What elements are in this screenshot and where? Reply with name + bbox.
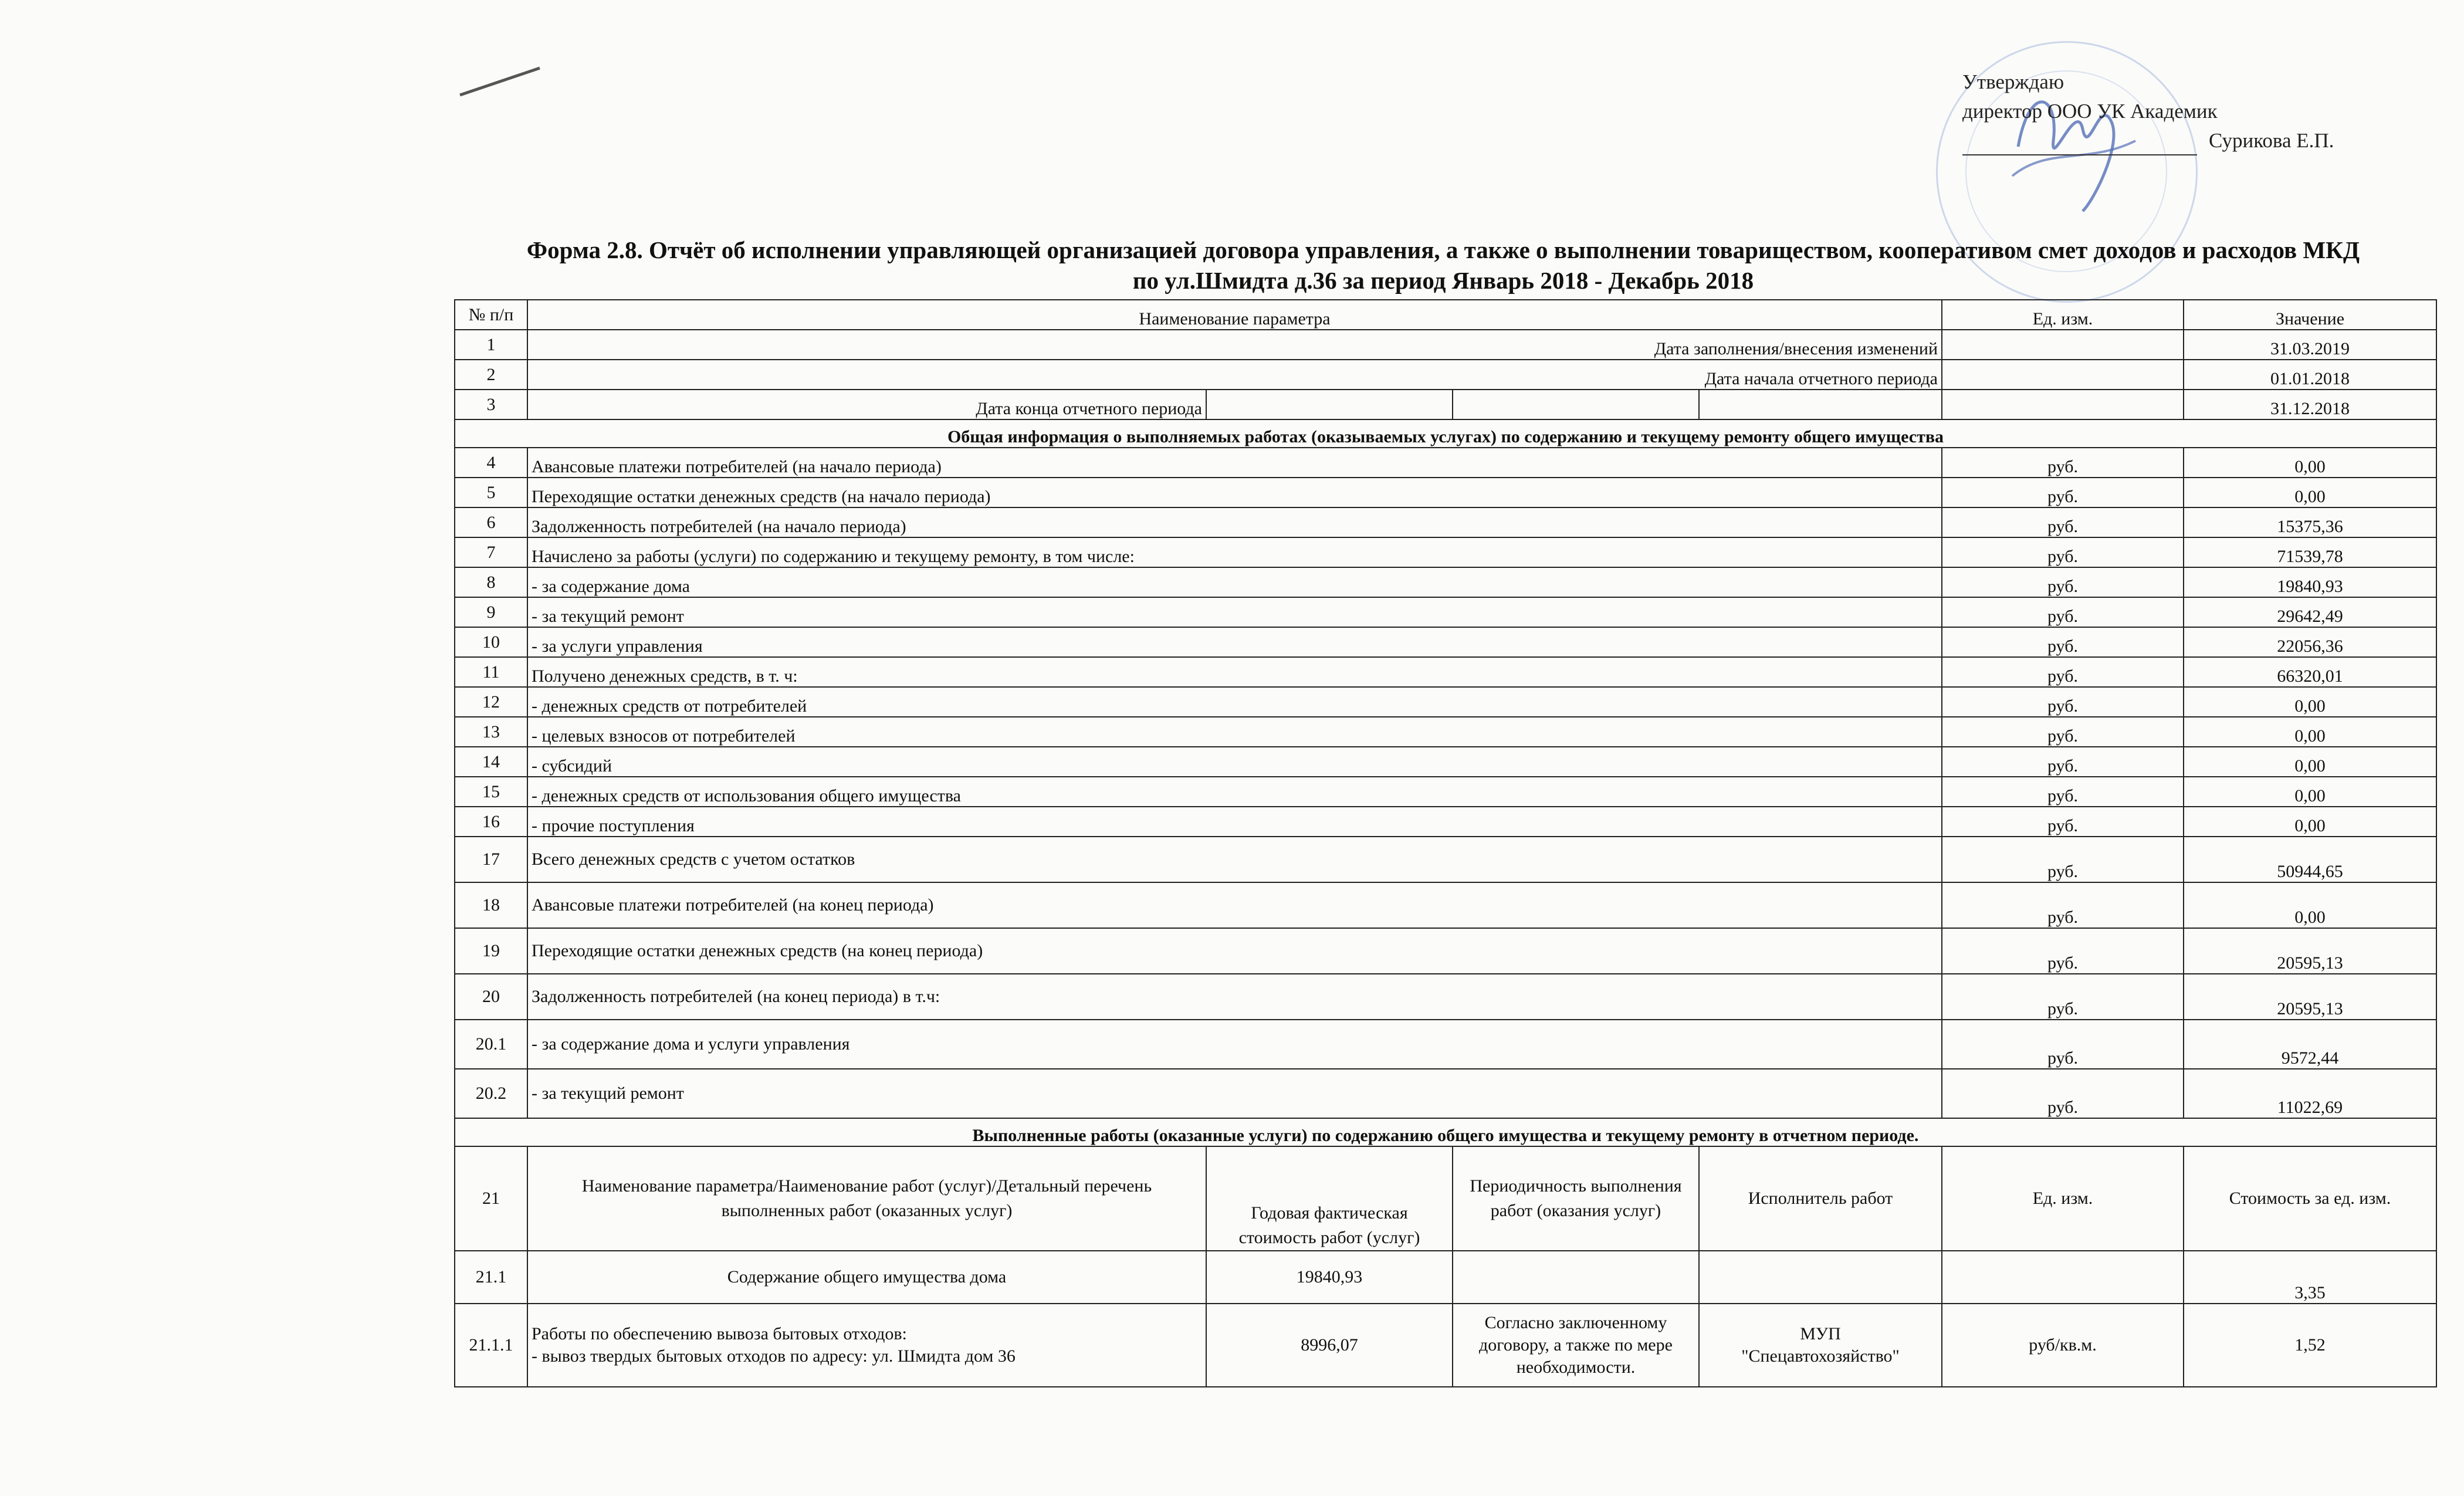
table-row: 9 - за текущий ремонт руб. 29642,49 xyxy=(455,597,2436,627)
title-line-1: Форма 2.8. Отчёт об исполнении управляющей организацией договора управления, а также о выполнении товариществом, кооперативом смет доходов и расходов МКД xyxy=(526,236,2360,263)
date-row: 1 Дата заполнения/внесения изменений 31.03.2019 xyxy=(455,330,2436,360)
table-row: 11 Получено денежных средств, в т. ч: руб. 66320,01 xyxy=(455,657,2436,687)
table-row: 8 - за содержание дома руб. 19840,93 xyxy=(455,567,2436,597)
date-row: 3 Дата конца отчетного периода 31.12.2018 xyxy=(455,390,2436,419)
table-row: 6 Задолженность потребителей (на начало периода) руб. 15375,36 xyxy=(455,507,2436,537)
works-row: 21.1.1 Работы по обеспечению вывоза бытовых отходов: - вывоз твердых бытовых отходов по адресу: ул. Шмидта дом 36 8996,07 Согласно заключенному договору, а также по мере необходимости. МУП "Спецавтохозяйство" руб/кв.м. 1,52 xyxy=(455,1304,2436,1387)
table-row: 14 - субсидий руб. 0,00 xyxy=(455,747,2436,777)
approval-line-2: директор ООО УК Академик xyxy=(1962,100,2218,123)
table-row: 10 - за услуги управления руб. 22056,36 xyxy=(455,627,2436,657)
approval-line-1: Утверждаю xyxy=(1962,70,2064,93)
table-row: 15 - денежных средств от использования общего имущества руб. 0,00 xyxy=(455,777,2436,807)
report-table xyxy=(454,299,2437,1387)
title-line-2: по ул.Шмидта д.36 за период Январь 2018 - Декабрь 2018 xyxy=(1132,267,1754,294)
signature-line xyxy=(1962,133,2197,155)
table-row: 13 - целевых взносов от потребителей руб. 0,00 xyxy=(455,717,2436,747)
section-heading-row xyxy=(455,419,2436,448)
table-row: 20.1 - за содержание дома и услуги управления руб. 9572,44 xyxy=(455,1020,2436,1069)
section-heading-row xyxy=(455,1118,2436,1146)
executor-line-2: "Спецавтохозяйство" xyxy=(1741,1346,1900,1366)
approval-signer: Сурикова Е.П. xyxy=(2209,129,2334,152)
table-row: 20 Задолженность потребителей (на конец периода) в т.ч: руб. 20595,13 xyxy=(455,974,2436,1020)
executor-line-1: МУП xyxy=(1800,1324,1841,1343)
header-value: Значение xyxy=(2184,300,2436,330)
header-num: № п/п xyxy=(455,300,527,330)
header-unit: Ед. изм. xyxy=(1942,300,2184,330)
table-row: 16 - прочие поступления руб. 0,00 xyxy=(455,807,2436,837)
table-row: 19 Переходящие остатки денежных средств (на конец периода) руб. 20595,13 xyxy=(455,928,2436,974)
section-heading-general: Общая информация о выполняемых работах (оказываемых услугах) по содержанию и текущему ремонту общего имущества xyxy=(455,419,2436,448)
table-row: 20.2 - за текущий ремонт руб. 11022,69 xyxy=(455,1069,2436,1118)
table-row: 18 Авансовые платежи потребителей (на конец периода) руб. 0,00 xyxy=(455,882,2436,928)
header-name: Наименование параметра xyxy=(527,300,1942,330)
works-name-line-2: - вывоз твердых бытовых отходов по адресу: ул. Шмидта дом 36 xyxy=(532,1346,1016,1366)
document-title xyxy=(446,235,2441,296)
section-heading-works: Выполненные работы (оказанные услуги) по содержанию общего имущества и текущему ремонту в отчетном периоде. xyxy=(455,1118,2436,1146)
table-row: 12 - денежных средств от потребителей руб. 0,00 xyxy=(455,687,2436,717)
table-row: 4 Авансовые платежи потребителей (на начало периода) руб. 0,00 xyxy=(455,448,2436,478)
works-header-row: 21 Наименование параметра/Наименование работ (услуг)/Детальный перечень выполненных работ (оказанных услуг) Годовая фактическая стоимость работ (услуг) Периодичность выполнения работ (оказания услуг) Исполнитель работ Ед. изм. Стоимость за ед. изм. xyxy=(455,1146,2436,1251)
table-row: 17 Всего денежных средств с учетом остатков руб. 50944,65 xyxy=(455,837,2436,882)
works-row: 21.1 Содержание общего имущества дома 19840,93 3,35 xyxy=(455,1251,2436,1304)
table-header-row xyxy=(455,300,2436,330)
table-row: 5 Переходящие остатки денежных средств (на начало периода) руб. 0,00 xyxy=(455,478,2436,507)
works-name-line-1: Работы по обеспечению вывоза бытовых отходов: xyxy=(532,1324,907,1343)
pen-scratch-mark xyxy=(458,65,551,100)
table-row: 7 Начислено за работы (услуги) по содержанию и текущему ремонту, в том числе: руб. 71539,78 xyxy=(455,537,2436,567)
approval-block xyxy=(1962,67,2334,155)
date-row: 2 Дата начала отчетного периода 01.01.2018 xyxy=(455,360,2436,390)
